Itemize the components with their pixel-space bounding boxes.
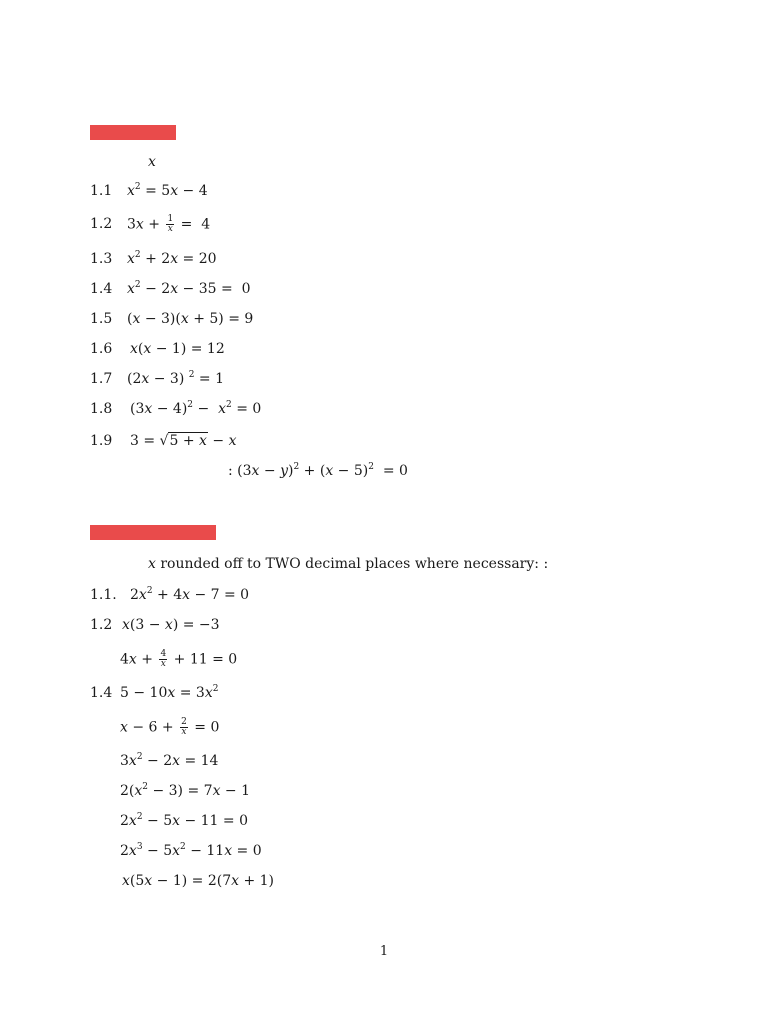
fraction: $\frac{2}{x}$	[181, 717, 187, 737]
equation: $2x^2 - 5x - 11 = 0$	[120, 812, 248, 829]
item-number: 1.3	[90, 251, 113, 267]
item-number: 1.5	[90, 311, 113, 327]
equation: x(x − 1) = 12	[130, 341, 225, 357]
section-1-heading-bar	[90, 125, 176, 140]
equation: $2x^2 + 4x - 7 = 0$	[130, 586, 250, 603]
item-number: 1.1	[90, 183, 113, 199]
fraction: $\frac{4}{x}$	[160, 649, 167, 669]
item-number: 1.2	[90, 216, 113, 232]
page-number: 1	[379, 944, 389, 959]
item-number: 1.2	[90, 617, 113, 633]
equation: : $(3x - y)^2 + (x - 5)^2 = 0$	[228, 462, 408, 479]
equation: $(3x - 4)^2 - x^2 = 0$	[130, 400, 262, 417]
instruction-text: rounded off to TWO decimal places where necessary:	[160, 556, 539, 572]
item-number: 1.4	[90, 685, 113, 701]
item-number: 1.8	[90, 401, 113, 417]
equation: 3 = √5 + x − x	[130, 433, 237, 449]
equation: $x^2 = 5x - 4$	[127, 182, 208, 199]
equation: $x^2 + 2x = 20$	[127, 250, 217, 267]
equation: $x^2 - 2x - 35 = 0$	[127, 280, 251, 297]
section-1-variable: x	[148, 154, 156, 170]
equation: 4x + $\frac{4}{x}$ + 11 = 0	[120, 649, 238, 669]
equation: 3x + $\frac{1}{x}$ = 4	[127, 214, 211, 234]
fraction: $\frac{1}{x}$	[167, 214, 174, 234]
item-number: 1.1.	[90, 587, 117, 603]
equation: x − 6 + $\frac{2}{x}$ = 0	[120, 717, 220, 737]
item-number: 1.6	[90, 341, 113, 357]
item-number: 1.4	[90, 281, 113, 297]
equation: x(3 − x) = −3	[122, 617, 220, 633]
instruction-tail: :	[543, 556, 549, 572]
equation: $3x^2 - 2x = 14$	[120, 752, 219, 769]
equation: (x − 3)(x + 5) = 9	[127, 311, 254, 327]
equation: $5 - 10x = 3x^2$	[120, 684, 219, 701]
section-2-heading-bar	[90, 525, 216, 540]
equation: (2x − 3) $^2$ = 1	[127, 370, 225, 387]
equation: x(5x − 1) = 2(7x + 1)	[122, 873, 275, 889]
equation: $2(x^2 - 3) = 7x - 1$	[120, 782, 251, 799]
instruction-variable: x	[148, 556, 156, 572]
equation: $2x^3 - 5x^2 - 11x = 0$	[120, 842, 262, 859]
item-number: 1.9	[90, 433, 113, 449]
item-number: 1.7	[90, 371, 113, 387]
